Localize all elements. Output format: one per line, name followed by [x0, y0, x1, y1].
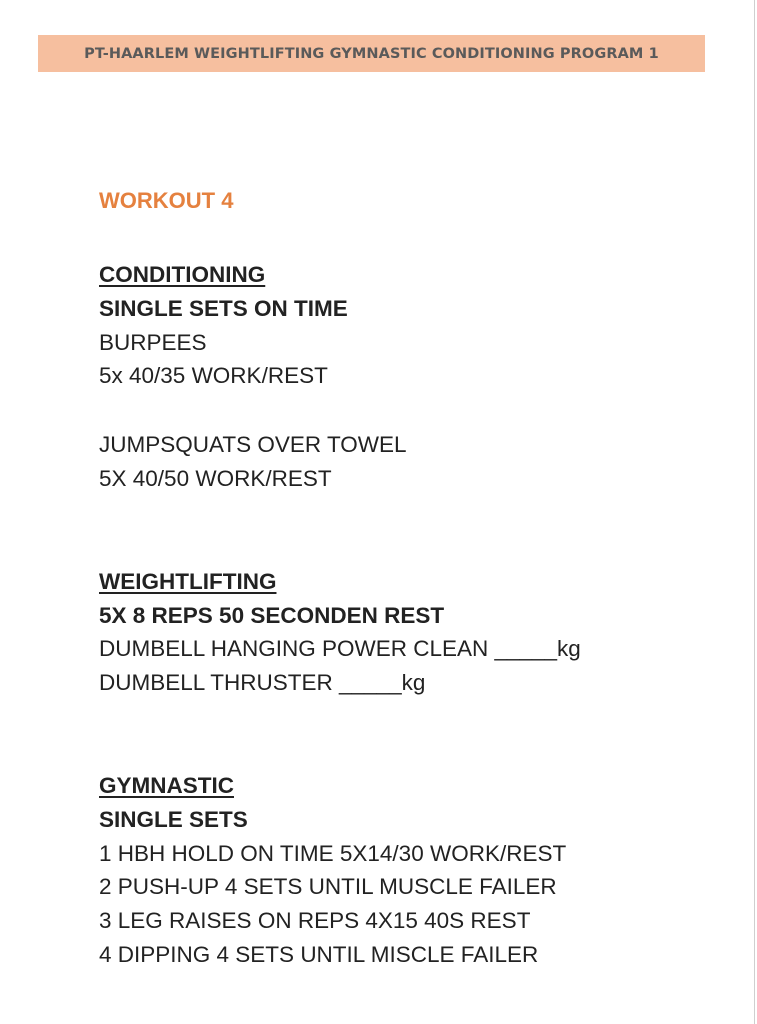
- conditioning-heading: CONDITIONING: [99, 262, 266, 287]
- gymnastic-item: 2 PUSH-UP 4 SETS UNTIL MUSCLE FAILER: [99, 874, 557, 900]
- conditioning-section: [99, 258, 719, 496]
- gymnastic-subheading: SINGLE SETS: [99, 806, 248, 832]
- conditioning-exercise-name: BURPEES: [99, 329, 207, 355]
- gymnastic-item: 3 LEG RAISES ON REPS 4X15 40S REST: [99, 908, 531, 934]
- weightlifting-exercise: DUMBELL HANGING POWER CLEAN _____kg: [99, 636, 581, 662]
- weightlifting-exercise: DUMBELL THRUSTER _____kg: [99, 670, 426, 696]
- weightlifting-subheading: 5X 8 REPS 50 SECONDEN REST: [99, 602, 445, 628]
- gymnastic-item: 4 DIPPING 4 SETS UNTIL MISCLE FAILER: [99, 941, 539, 967]
- spacer: [99, 393, 719, 428]
- conditioning-subheading: SINGLE SETS ON TIME: [99, 295, 348, 321]
- gymnastic-section: [99, 769, 719, 972]
- conditioning-exercise-scheme: 5X 40/50 WORK/REST: [99, 465, 332, 491]
- spacer: [99, 496, 719, 565]
- conditioning-exercise-name: JUMPSQUATS OVER TOWEL: [99, 432, 407, 458]
- header-banner: [38, 35, 705, 72]
- spacer: [99, 700, 719, 769]
- conditioning-exercise-scheme: 5x 40/35 WORK/REST: [99, 363, 328, 389]
- gymnastic-item: 1 HBH HOLD ON TIME 5X14/30 WORK/REST: [99, 840, 567, 866]
- gymnastic-heading: GYMNASTIC: [99, 772, 234, 798]
- weightlifting-section: [99, 565, 719, 700]
- page-border: [754, 0, 755, 1024]
- workout-title: WORKOUT 4: [99, 188, 234, 213]
- weightlifting-heading: WEIGHTLIFTING: [99, 568, 277, 594]
- program-title: PT-HAARLEM WEIGHTLIFTING GYMNASTIC CONDITIONING PROGRAM 1: [84, 45, 659, 62]
- spacer: [99, 215, 719, 258]
- workout-document: [99, 187, 719, 972]
